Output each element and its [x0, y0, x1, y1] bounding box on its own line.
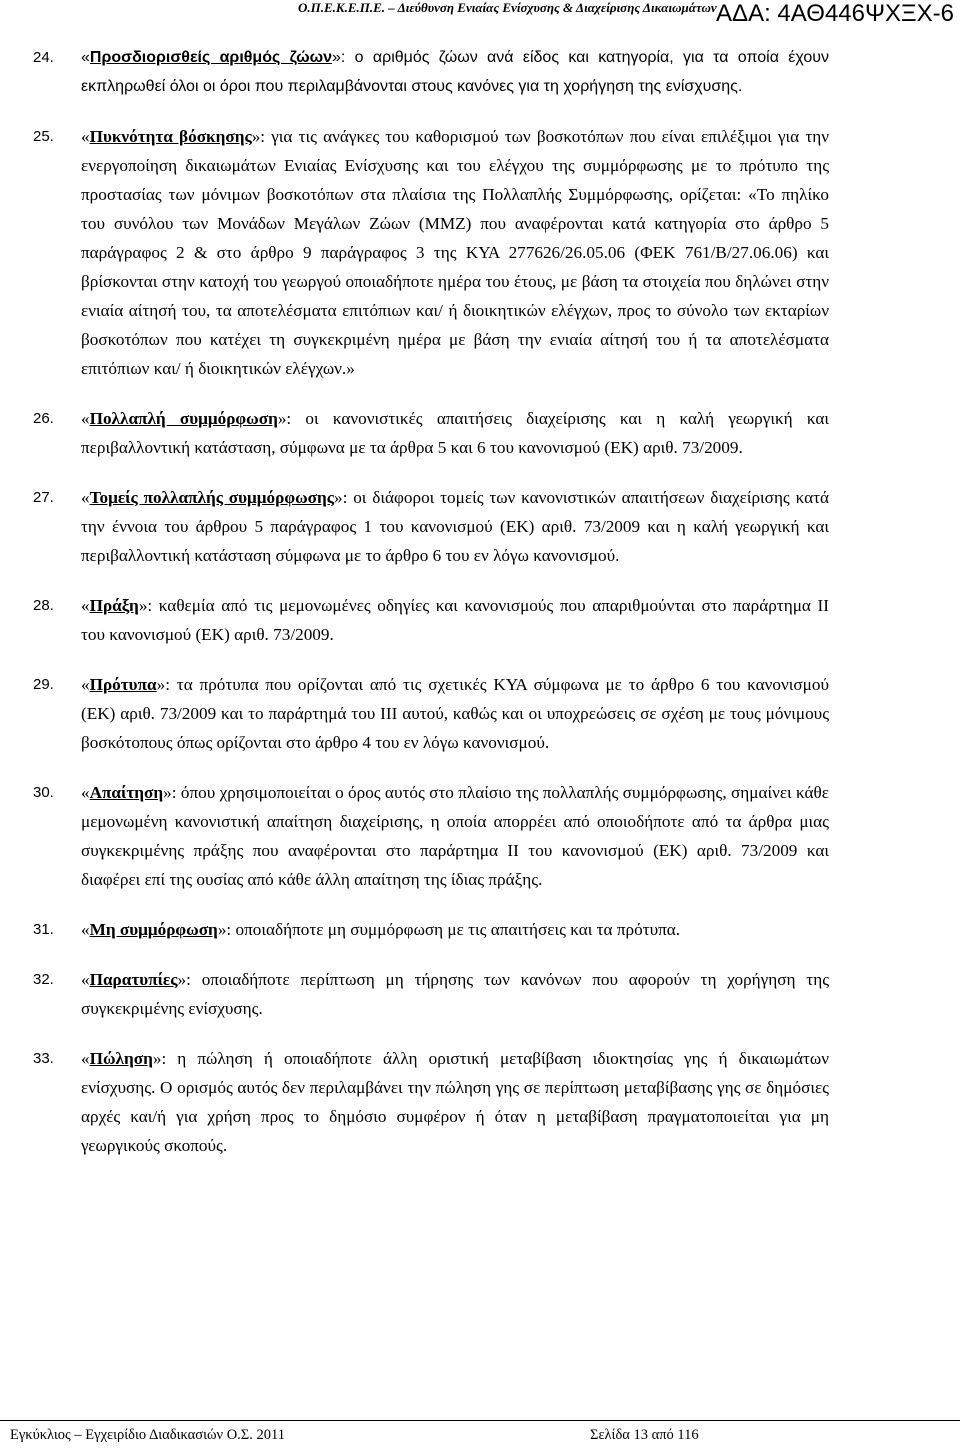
open-quote: «: [81, 920, 90, 939]
close-quote: »: [334, 488, 343, 507]
definition-number: 32.: [33, 971, 54, 988]
definition-body: : οποιαδήποτε περίπτωση μη τήρησης των κανόνων που αφορούν τη χορήγηση της συγκεκριμένης ενίσχυσης.: [81, 970, 829, 1018]
close-quote: »: [251, 127, 261, 146]
definition-item: [33, 483, 829, 570]
definition-number: 29.: [33, 676, 54, 693]
definition-text: [81, 483, 829, 570]
close-quote: »: [277, 409, 287, 428]
definition-number: 25.: [33, 128, 54, 145]
definition-text: [81, 778, 829, 894]
close-quote: »: [138, 596, 148, 615]
definition-item: [33, 43, 829, 101]
open-quote: «: [81, 488, 90, 507]
definition-item: [33, 965, 829, 1023]
footer-document-title: Εγκύκλιος – Εγχειρίδιο Διαδικασιών Ο.Σ. 2011: [10, 1427, 285, 1443]
document-ada-code: ΑΔΑ: 4ΑΘ446ΨΧΞΧ-6: [716, 0, 954, 27]
definition-body: : οποιαδήποτε μη συμμόρφωση με τις απαιτήσεις και τα πρότυπα.: [226, 920, 681, 939]
defined-term: Πρότυπα: [89, 675, 157, 694]
definition-item: [33, 670, 829, 757]
definition-number: 28.: [33, 597, 54, 614]
close-quote: »: [217, 920, 227, 939]
defined-term: Τομείς πολλαπλής συμμόρφωσης: [89, 488, 334, 507]
definition-body: : καθεμία από τις μεμονωμένες οδηγίες και κανονισμούς που απαριθμούνται στο παράρτημα ΙΙ του κανονισμού (ΕΚ) αριθ. 73/2009.: [81, 596, 829, 644]
defined-term: Παρατυπίες: [89, 970, 178, 989]
open-quote: «: [81, 783, 90, 802]
definition-text: [81, 43, 829, 101]
definition-text: [81, 1044, 829, 1160]
close-quote: »: [163, 783, 172, 802]
definition-text: [81, 915, 829, 944]
defined-term: Πολλαπλή συμμόρφωση: [89, 409, 278, 428]
definition-item: [33, 122, 829, 383]
definition-item: [33, 404, 829, 462]
open-quote: «: [81, 409, 90, 428]
open-quote: «: [81, 675, 90, 694]
close-quote: »: [152, 1049, 162, 1068]
definition-item: [33, 778, 829, 894]
header-organization: Ο.Π.Ε.Κ.Ε.Π.Ε. – Διεύθυνση Ενιαίας Ενίσχυσης & Διαχείρισης Δικαιωμάτων: [298, 0, 717, 15]
definitions-list: [33, 43, 829, 1181]
definition-number: 33.: [33, 1050, 54, 1067]
definition-body: : όπου χρησιμοποιείται ο όρος αυτός στο πλαίσιο της πολλαπλής συμμόρφωσης, σημαίνει κάθε μεμονωμένη κανονιστική απαίτηση διαχείρισης, η οποία απορρέει από οποιοδήποτε από τα άρθρα μιας συγκεκριμένης πράξης που αναφέρονται στο παράρτημα ΙΙ του κανονισμού (ΕΚ) αριθ. 73/2009 και διαφέρει επί της ουσίας από κάθε άλλη απαίτηση της ίδιας πράξης.: [81, 783, 829, 889]
defined-term: Πώληση: [89, 1049, 153, 1068]
definition-body: : ο αριθμός ζώων ανά είδος και κατηγορία, για τα οποία έχουν εκπληρωθεί όλοι οι όροι που περιλαμβάνονται στους κανόνες για τη χορήγηση της ενίσχυσης.: [81, 49, 830, 95]
definition-text: [81, 591, 829, 649]
open-quote: «: [81, 970, 90, 989]
footer-divider: [0, 1420, 960, 1421]
close-quote: »: [156, 675, 166, 694]
definition-number: 30.: [33, 784, 54, 801]
definition-text: [81, 965, 829, 1023]
defined-term: Απαίτηση: [89, 783, 164, 802]
open-quote: «: [81, 49, 90, 66]
definition-body: : για τις ανάγκες του καθορισμού των βοσκοτόπων που είναι επιλέξιμοι για την ενεργοποίηση δικαιωμάτων Ενιαίας Ενίσχυσης και του ελέγχου της συμμόρφωσης με το πρότυπο της προστασίας των μόνιμων βοσκοτόπων στα πλαίσια της Πολλαπλής Συμμόρφωσης, ορίζεται: «Το πηλίκο του συνόλου των Μονάδων Μεγάλων Ζώων (ΜΜΖ) που αναφέρονται κατά κατηγορία στο άρθρο 5 παράγραφος 2 & στο άρθρο 9 παράγραφος 3 της ΚΥΑ 277626/26.05.06 (ΦΕΚ 761/Β/27.06.06) και βρίσκονται στην κατοχή του γεωργού οποιαδήποτε ημέρα του έτους, με βάση τα στοιχεία που δηλώνει στην ενιαία αίτησή του, τα αποτελέσματα επιτόπιων και/ ή διοικητικών ελέγχων, προς το σύνολο των εκταρίων βοσκοτόπων που κατέχει τη συγκεκριμένη ημέρα με βάση την ενιαία αίτησή του ή τα αποτελέσματα επιτόπιων και/ ή διοικητικών ελέγχων.»: [81, 127, 829, 378]
open-quote: «: [81, 596, 90, 615]
definition-number: 27.: [33, 489, 54, 506]
definition-number: 26.: [33, 410, 54, 427]
definition-item: [33, 591, 829, 649]
defined-term: Πράξη: [89, 596, 139, 615]
defined-term: Πυκνότητα βόσκησης: [89, 127, 252, 146]
definition-body: : η πώληση ή οποιαδήποτε άλλη οριστική μεταβίβαση ιδιοκτησίας γης ή δικαιωμάτων ενίσχυσης. Ο ορισμός αυτός δεν περιλαμβάνει την πώληση γης σε περίπτωση μεταβίβασης γης σε δημόσιες αρχές και/ή για χρήση προς το δημόσιο συμφέρον ή όταν η μεταβίβαση πραγματοποιείται για μη γεωργικούς σκοπούς.: [81, 1049, 829, 1155]
open-quote: «: [81, 127, 90, 146]
footer-page-number: Σελίδα 13 από 116: [590, 1427, 699, 1443]
definition-number: 31.: [33, 921, 54, 938]
definition-body: : οι διάφοροι τομείς των κανονιστικών απαιτήσεων διαχείρισης κατά την έννοια του άρθρου 5 παράγραφος 1 του κανονισμού (ΕΚ) αριθ. 73/2009 και η καλή γεωργική και περιβαλλοντική κατάσταση σύμφωνα με το άρθρο 6 του εν λόγω κανονισμού.: [81, 488, 830, 565]
definition-body: : τα πρότυπα που ορίζονται από τις σχετικές ΚΥΑ σύμφωνα με το άρθρο 6 του κανονισμού (ΕΚ) αριθ. 73/2009 και το παράρτημά του ΙΙΙ αυτού, καθώς και οι υποχρεώσεις σε σχέση με τους μόνιμους βοσκότοπους όπως ορίζονται στο άρθρο 4 του εν λόγω κανονισμού.: [81, 675, 829, 752]
open-quote: «: [81, 1049, 90, 1068]
definition-body: : οι κανονιστικές απαιτήσεις διαχείρισης και η καλή γεωργική και περιβαλλοντική κατάσταση, σύμφωνα με τα άρθρα 5 και 6 του κανονισμού (ΕΚ) αριθ. 73/2009.: [81, 409, 829, 457]
defined-term: Προσδιορισθείς αριθμός ζώων: [89, 49, 332, 66]
close-quote: »: [177, 970, 187, 989]
definition-text: [81, 404, 829, 462]
definition-text: [81, 122, 829, 383]
defined-term: Μη συμμόρφωση: [89, 920, 218, 939]
definition-text: [81, 670, 829, 757]
definition-item: [33, 1044, 829, 1160]
definition-item: [33, 915, 829, 944]
definition-number: 24.: [33, 49, 54, 66]
close-quote: »: [332, 49, 341, 66]
